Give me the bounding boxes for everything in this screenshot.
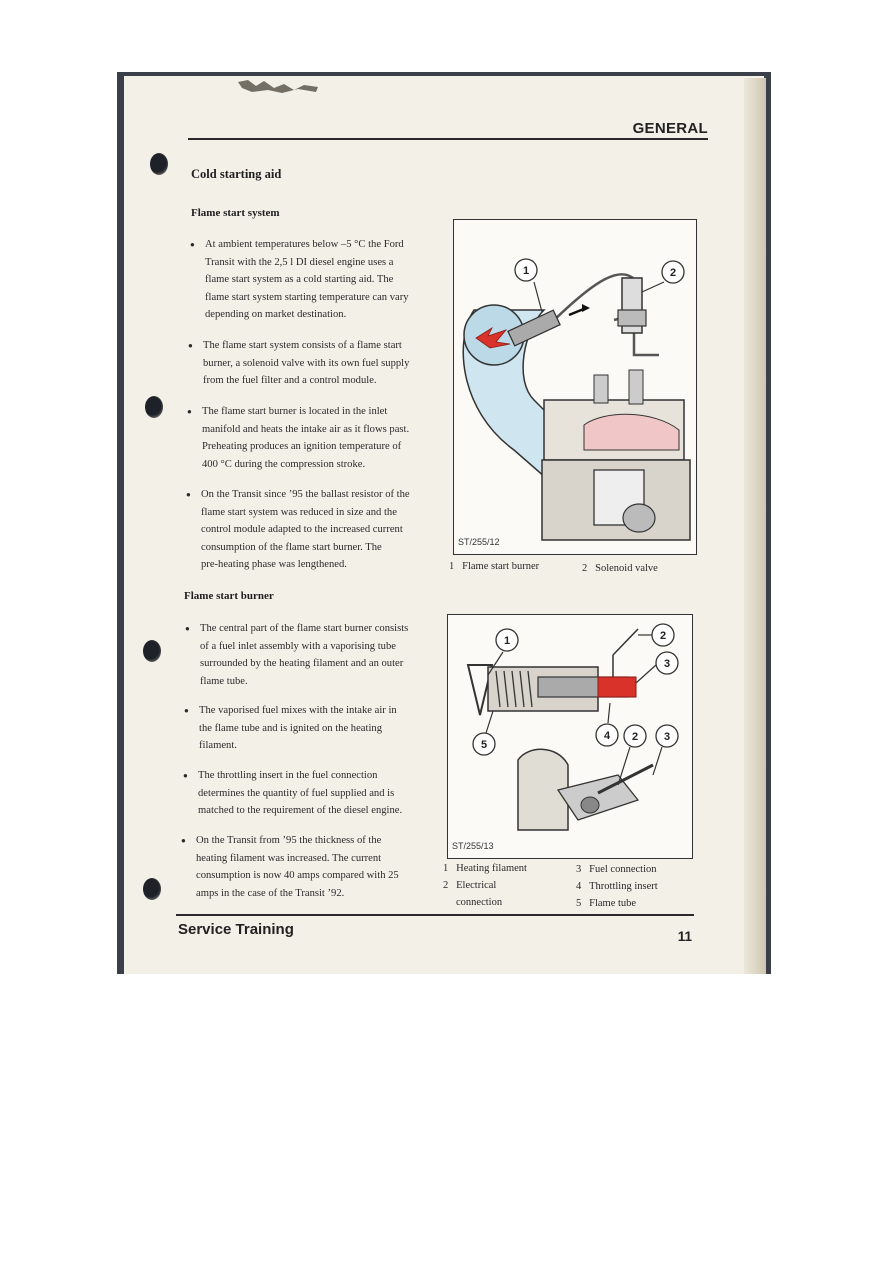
page-edge	[744, 78, 766, 974]
bullet-paragraph: ● The vaporised fuel mixes with the intake air in the flame tube and is ignited on the heating filament.	[199, 702, 439, 755]
figure-legend-item: 4 Throttling insert	[576, 881, 658, 892]
footer-rule	[176, 914, 694, 916]
bullet-paragraph: ● The throttling insert in the fuel connection determines the quantity of fuel supplied and is matched to the requirement of the diesel engine.	[198, 767, 438, 820]
callout-label: 3	[663, 731, 671, 743]
callout-label: 5	[480, 739, 488, 751]
callout-label: 3	[663, 658, 671, 670]
callout-label: 2	[631, 731, 639, 743]
bullet-paragraph: ● On the Transit since ’95 the ballast resistor of the flame start system was reduced in size and the control module adapted to the increased current consumption of the flame start burner. The pre-heating phase was lengthened.	[201, 486, 441, 574]
callout-label: 2	[659, 630, 667, 642]
callout-label: 2	[669, 267, 677, 279]
header-rule	[188, 138, 708, 140]
figure-legend-item: 3 Fuel connection	[576, 864, 657, 875]
binder-hole	[143, 878, 161, 900]
binder-hole	[143, 640, 161, 662]
torn-corner-mark	[238, 78, 318, 94]
bullet-paragraph: ● The flame start system consists of a flame start burner, a solenoid valve with its own fuel supply from the fuel filter and a control module.	[203, 337, 443, 390]
callout-label: 1	[503, 635, 511, 647]
callout-label: 1	[522, 265, 530, 277]
figure-legend-item: 5 Flame tube	[576, 898, 637, 909]
binder-hole	[145, 396, 163, 418]
bullet-paragraph: ● The flame start burner is located in the inlet manifold and heats the intake air as it flows past. Preheating produces an ignition temperature of 400 °C during the compression stroke.	[202, 403, 442, 473]
section-heading: Flame start burner	[184, 590, 274, 602]
binder-hole	[150, 153, 168, 175]
figure-engine-diagram	[453, 219, 697, 555]
figure-legend-item: 2 Electrical	[443, 880, 497, 891]
section-heading: Flame start system	[191, 207, 280, 219]
bullet-paragraph: ● The central part of the flame start burner consists of a fuel inlet assembly with a vaporising tube surrounded by the heating filament and an outer flame tube.	[200, 620, 440, 690]
engine-illustration	[454, 220, 696, 554]
figure-legend-item: 1 Heating filament	[443, 863, 527, 874]
section-header: GENERAL	[632, 120, 708, 137]
footer-brand: Service Training	[178, 921, 294, 938]
bullet-paragraph: ● On the Transit from ’95 the thickness of the heating filament was increased. The current consumption is now 40 amps compared with 25 amps in the case of the Transit ’92.	[196, 832, 436, 902]
figure-burner-diagram	[447, 614, 693, 859]
figure-reference: ST/255/13	[452, 841, 494, 851]
bullet-paragraph: ● At ambient temperatures below –5 °C the Ford Transit with the 2,5 l DI diesel engine uses a flame start system as a cold starting aid. The flame start system starting temperature can vary depending on market destination.	[205, 236, 445, 324]
page-title: Cold starting aid	[191, 167, 282, 181]
figure-legend-item: 1 Flame start burner	[449, 561, 540, 572]
figure-reference: ST/255/12	[458, 537, 500, 547]
page-number: 11	[677, 929, 692, 944]
figure-legend-item: 2 Solenoid valve	[582, 563, 658, 574]
figure-legend-item: connection	[456, 897, 503, 908]
burner-illustration	[448, 615, 692, 858]
callout-label: 4	[603, 730, 611, 742]
